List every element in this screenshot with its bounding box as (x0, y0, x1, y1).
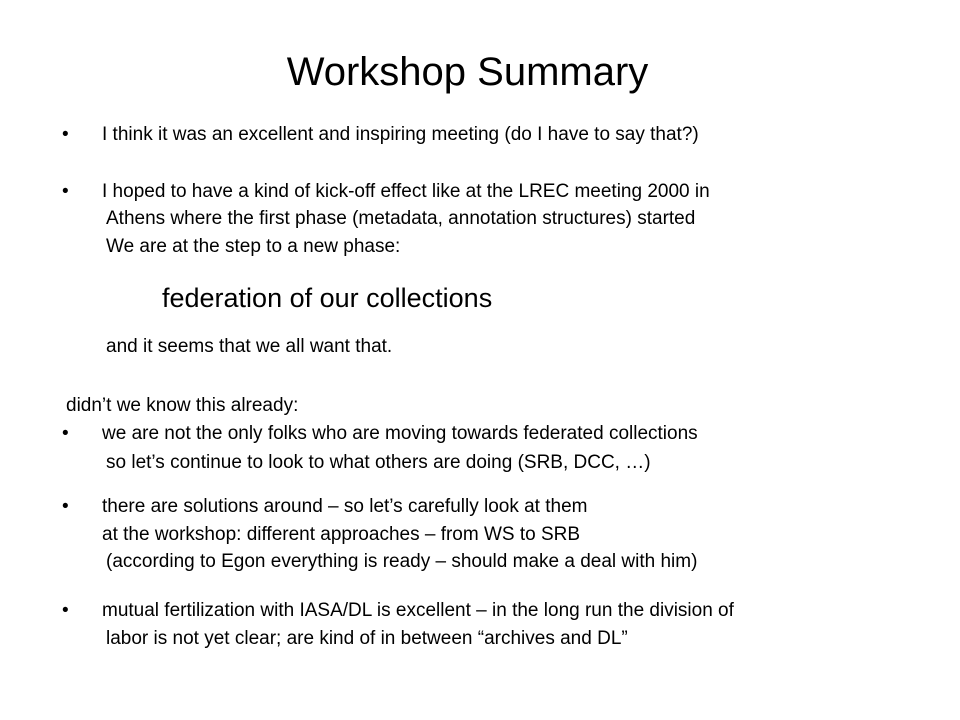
bullet-text-what-others-do: so let’s continue to look to what others are doing (SRB, DCC, …) (106, 452, 651, 473)
emphasis-federation: federation of our collections (162, 283, 493, 313)
bullet-text-athens: Athens where the first phase (metadata, annotation structures) started (106, 208, 696, 229)
bullet-icon: • (62, 423, 69, 444)
bullet-text-new-phase: We are at the step to a new phase: (106, 236, 401, 257)
bullet-text-we-all-want: and it seems that we all want that. (106, 336, 393, 357)
bullet-text-labor: labor is not yet clear; are kind of in between “archives and DL” (106, 628, 628, 649)
bullet-text-federated-collections: we are not the only folks who are moving towards federated collections (102, 423, 698, 444)
slide-title: Workshop Summary (286, 50, 649, 94)
bullet-text-mutual-fertilization: mutual fertilization with IASA/DL is excellent – in the long run the division of (102, 600, 734, 621)
bullet-text-kickoff: I hoped to have a kind of kick-off effect like at the LREC meeting 2000 in (102, 181, 710, 202)
bullet-icon: • (62, 600, 69, 621)
bullet-icon: • (62, 496, 69, 517)
bullet-text-excellent-meeting: I think it was an excellent and inspiring meeting (do I have to say that?) (102, 124, 699, 145)
bullet-icon: • (62, 181, 69, 202)
section-heading: didn’t we know this already: (66, 395, 299, 416)
bullet-icon: • (62, 124, 69, 145)
bullet-text-solutions-around: there are solutions around – so let’s carefully look at them (102, 496, 588, 517)
bullet-text-workshop-approaches: at the workshop: different approaches – from WS to SRB (102, 524, 581, 545)
bullet-text-egon: (according to Egon everything is ready – should make a deal with him) (106, 551, 698, 572)
